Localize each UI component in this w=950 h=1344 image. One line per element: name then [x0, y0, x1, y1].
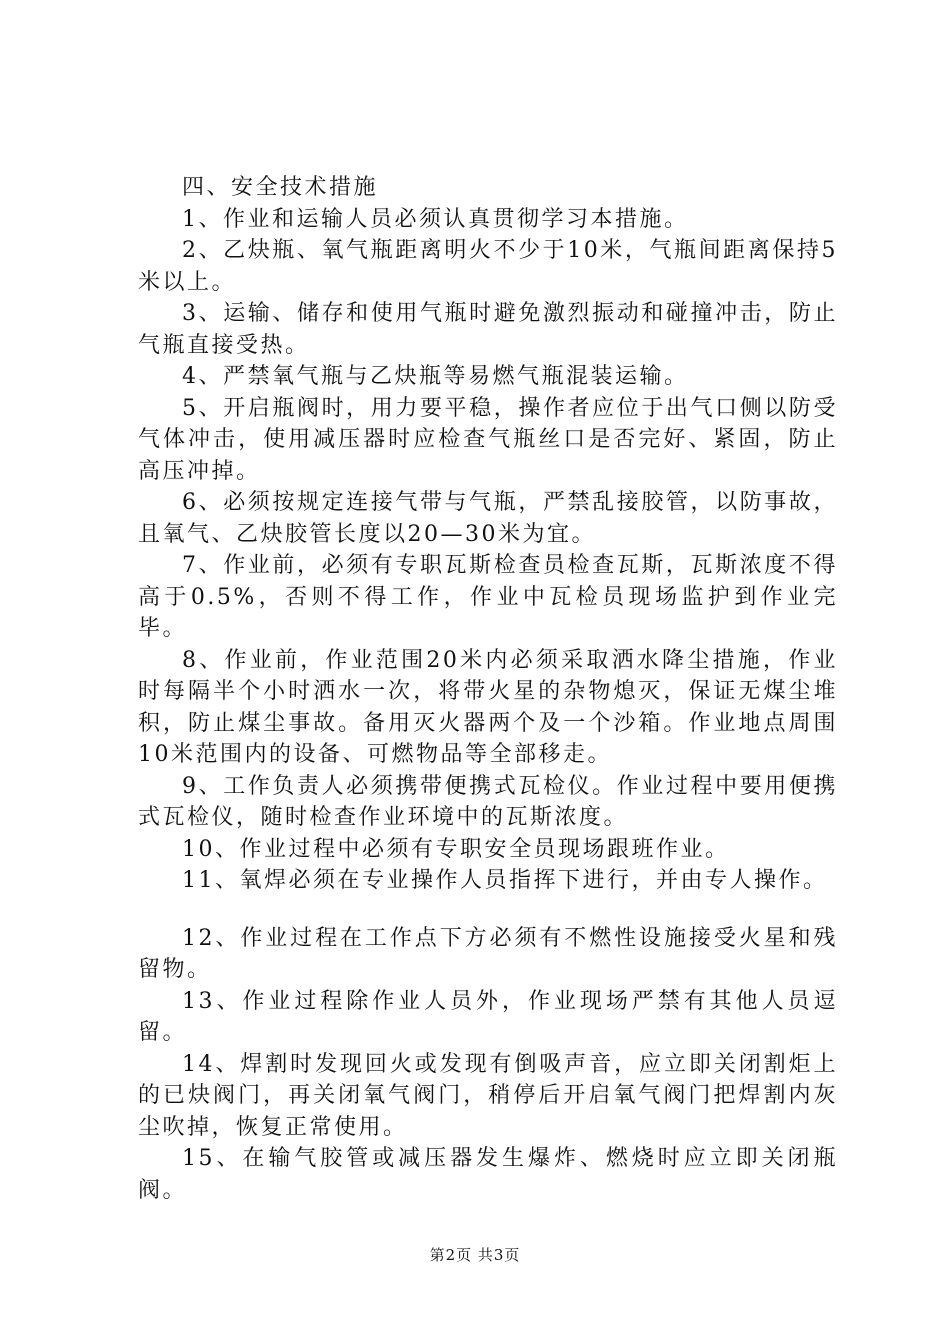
list-item-11: 11、氧焊必须在专业操作人员指挥下进行，并由专人操作。 — [182, 868, 828, 893]
document-body — [138, 172, 838, 1206]
section-heading: 四、安全技术措施 — [182, 175, 379, 200]
list-item-10: 10、作业过程中必须有专职安全员现场跟班作业。 — [182, 836, 730, 862]
page-number-footer: 第2页 共3页 — [429, 1246, 521, 1264]
list-item-14: 14、焊割时发现回火或发现有倒吸声音，应立即关闭割炬上的已炔阀门，再关闭氧气阀门，稍停后开启氧气阀门把焊割内灰尘吹掉，恢复正常使用。 — [138, 1051, 838, 1140]
list-item-8: 8、作业前，作业范围20米内必须采取洒水降尘措施，作业时每隔半个小时洒水一次，将带火星的杂物熄灭，保证无煤尘堆积，防止煤尘事故。备用灭火器两个及一个沙箱。作业地点周围10米范围内的设备、可燃物品等全部移走。 — [138, 647, 838, 767]
list-item-3: 3、运输、储存和使用气瓶时避免激烈振动和碰撞冲击，防止气瓶直接受热。 — [138, 301, 838, 358]
list-item-12: 12、作业过程在工作点下方必须有不燃性设施接受火星和残留物。 — [138, 925, 838, 982]
list-item-4: 4、严禁氧气瓶与乙炔瓶等易燃气瓶混装运输。 — [182, 364, 689, 389]
list-item-5: 5、开启瓶阀时，用力要平稳，操作者应位于出气口侧以防受气体冲击，使用减压器时应检查气瓶丝口是否完好、紧固，防止高压冲掉。 — [138, 395, 838, 484]
list-item-7: 7、作业前，必须有专职瓦斯检查员检查瓦斯，瓦斯浓度不得高于0.5%，否则不得工作，作业中瓦检员现场监护到作业完毕。 — [138, 553, 838, 641]
list-item-6: 6、必须按规定连接气带与气瓶，严禁乱接胶管，以防事故，且氧气、乙炔胶管长度以20—30米为宜。 — [138, 490, 838, 547]
list-item-13: 13、作业过程除作业人员外，作业现场严禁有其他人员逗留。 — [138, 988, 838, 1045]
list-item-1: 1、作业和运输人员必须认真贯彻学习本措施。 — [182, 206, 689, 232]
list-item-2: 2、乙炔瓶、氧气瓶距离明火不少于10米，气瓶间距离保持5米以上。 — [138, 238, 838, 295]
list-item-9: 9、工作负责人必须携带便携式瓦检仪。作业过程中要用便携式瓦检仪，随时检查作业环境中的瓦斯浓度。 — [138, 773, 838, 830]
list-item-15: 15、在输气胶管或减压器发生爆炸、燃烧时应立即关闭瓶阀。 — [138, 1146, 838, 1203]
